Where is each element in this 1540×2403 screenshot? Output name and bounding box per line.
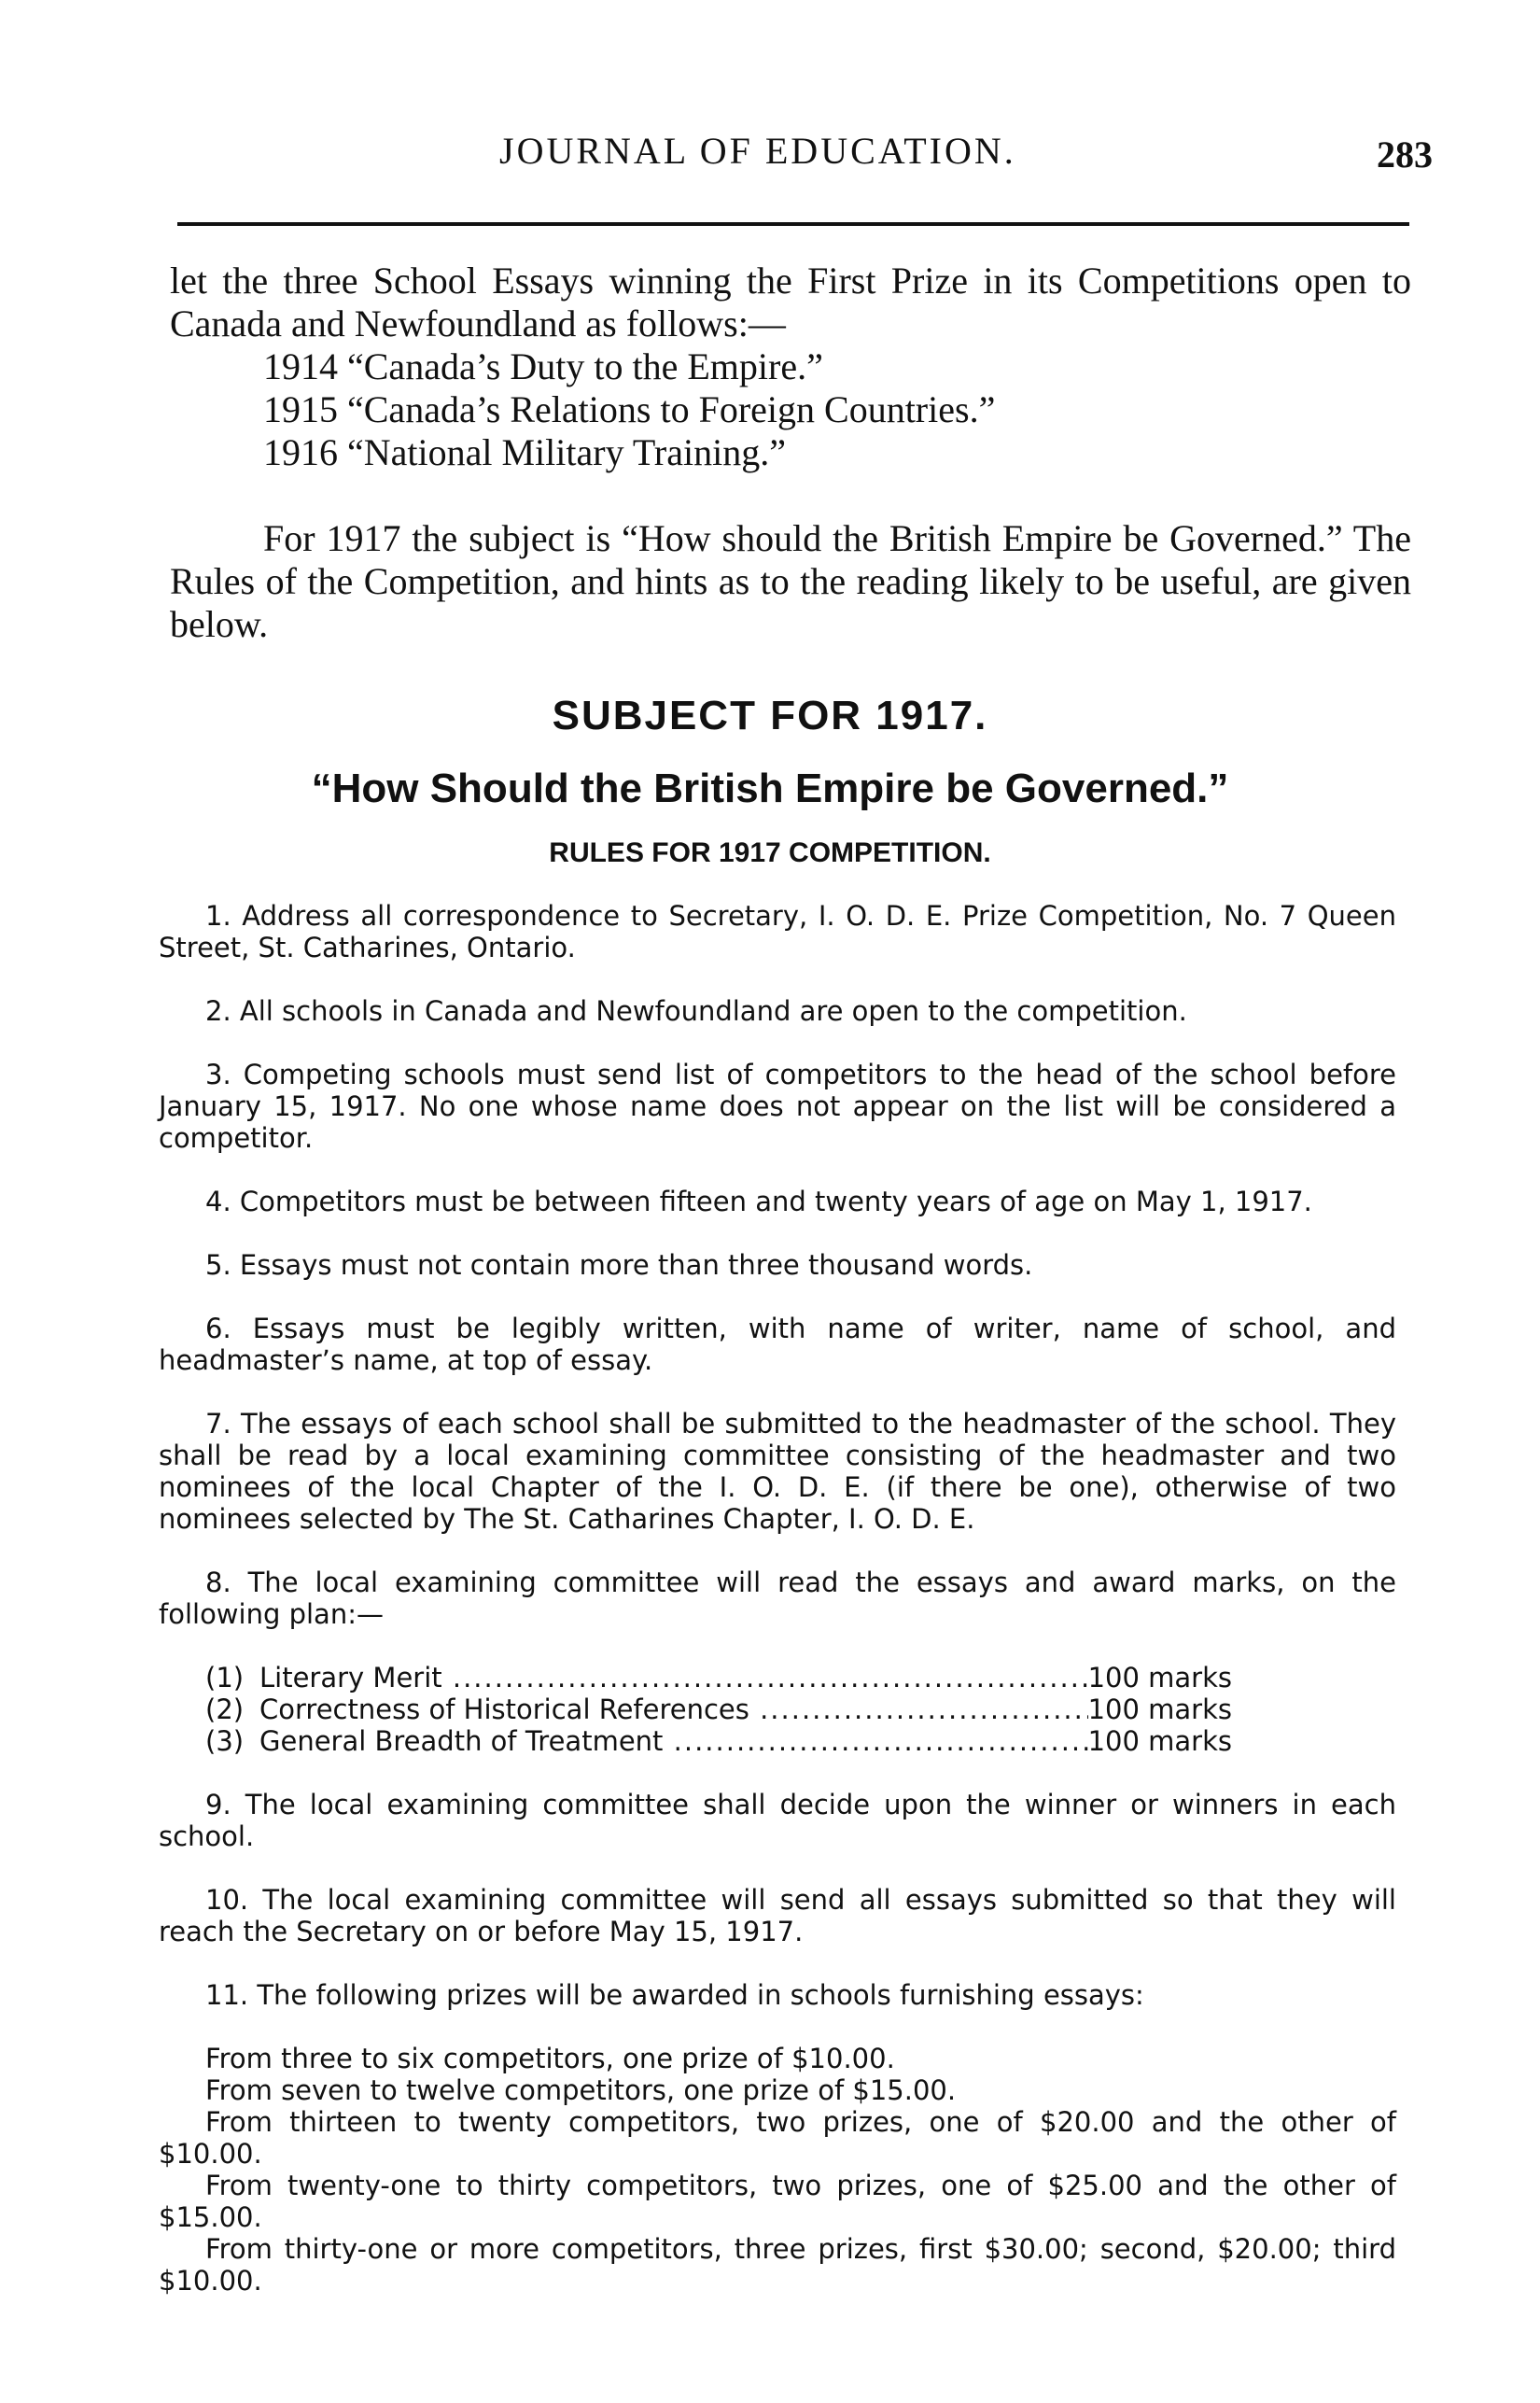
prize-schedule <box>159 2043 1396 2297</box>
prize-line: From twenty-one to thirty competitors, two prizes, one of $25.00 and the other of $15.00. <box>159 2170 1396 2233</box>
essay-title-1916: 1916 “National Military Training.” <box>263 431 786 473</box>
marks-value: 100 marks <box>1087 1662 1232 1693</box>
rule-7: 7. The essays of each school shall be submitted to the headmaster of the school. They shall be read by a local examining committee consisting of the headmaster and two nominees of the local Chapter of the I. O. D. E. (if there be one), otherwise of two nominees selected by The St. Catharines Chapter, I. O. D. E. <box>159 1408 1396 1535</box>
rule-2: 2. All schools in Canada and Newfoundland are open to the competition. <box>205 995 1187 1027</box>
marks-row <box>205 1662 1232 1693</box>
marks-value: 100 marks <box>1087 1693 1232 1725</box>
subject-heading: SUBJECT FOR 1917. <box>552 693 988 738</box>
rule-4: 4. Competitors must be between fifteen and twenty years of age on May 1, 1917. <box>205 1186 1312 1217</box>
marks-number: (1) <box>205 1662 245 1693</box>
spacer <box>170 474 1411 517</box>
rule-1: 1. Address all correspondence to Secretary, I. O. D. E. Prize Competition, No. 7 Queen Street, St. Catharines, Ontario. <box>159 900 1396 963</box>
rule-5: 5. Essays must not contain more than three thousand words. <box>205 1249 1033 1281</box>
marks-row <box>205 1725 1232 1757</box>
prize-line: From three to six competitors, one prize of $10.00. <box>205 2043 895 2074</box>
rule-9: 9. The local examining committee shall decide upon the winner or winners in each school. <box>159 1789 1396 1852</box>
marks-number: (3) <box>205 1725 245 1757</box>
prize-line: From thirteen to twenty competitors, two prizes, one of $20.00 and the other of $10.00. <box>159 2106 1396 2170</box>
rule-8: 8. The local examining committee will read the essays and award marks, on the following plan:— <box>159 1567 1396 1630</box>
prize-line: From seven to twelve competitors, one prize of $15.00. <box>205 2074 957 2106</box>
rule-10: 10. The local examining committee will send all essays submitted so that they will reach the Secretary on or before May 15, 1917. <box>159 1884 1396 1947</box>
marks-row <box>205 1693 1232 1725</box>
rules-heading: RULES FOR 1917 COMPETITION. <box>549 837 991 868</box>
marks-value: 100 marks <box>1087 1725 1232 1757</box>
subject-paragraph: For 1917 the subject is “How should the British Empire be Governed.” The Rules of the Competition, and hints as to the reading likely to be useful, are given below. <box>170 517 1411 645</box>
essay-title-1915: 1915 “Canada’s Relations to Foreign Countries.” <box>263 388 996 430</box>
marks-criterion: General Breadth of Treatment ..... <box>259 1725 1088 1757</box>
rules-list <box>159 900 1396 2297</box>
page-number: 283 <box>1377 134 1433 176</box>
journal-title: JOURNAL OF EDUCATION. <box>499 130 1016 172</box>
marks-number: (2) <box>205 1693 245 1725</box>
running-head <box>163 129 1433 185</box>
marks-criterion: Correctness of Historical References ..... <box>259 1693 1088 1725</box>
marks-criterion: Literary Merit ..... <box>259 1662 1088 1693</box>
subject-title: “How Should the British Empire be Governed.” <box>311 766 1229 811</box>
rule-11: 11. The following prizes will be awarded in schools furnishing essays: <box>205 1979 1144 2011</box>
essay-title-1914: 1914 “Canada’s Duty to the Empire.” <box>263 345 823 387</box>
prize-line: From thirty-one or more competitors, three prizes, first $30.00; second, $20.00; third $10.00. <box>159 2233 1396 2297</box>
intro-section <box>170 260 1411 646</box>
header-rule <box>177 222 1409 226</box>
intro-paragraph: let the three School Essays winning the First Prize in its Competitions open to Canada and Newfoundland as follows:— <box>170 260 1411 344</box>
marks-plan <box>205 1662 1396 1757</box>
rule-6: 6. Essays must be legibly written, with name of writer, name of school, and headmaster’s name, at top of essay. <box>159 1313 1396 1376</box>
rule-3: 3. Competing schools must send list of competitors to the head of the school before January 15, 1917. No one whose name does not appear on the list will be considered a competitor. <box>159 1059 1396 1154</box>
